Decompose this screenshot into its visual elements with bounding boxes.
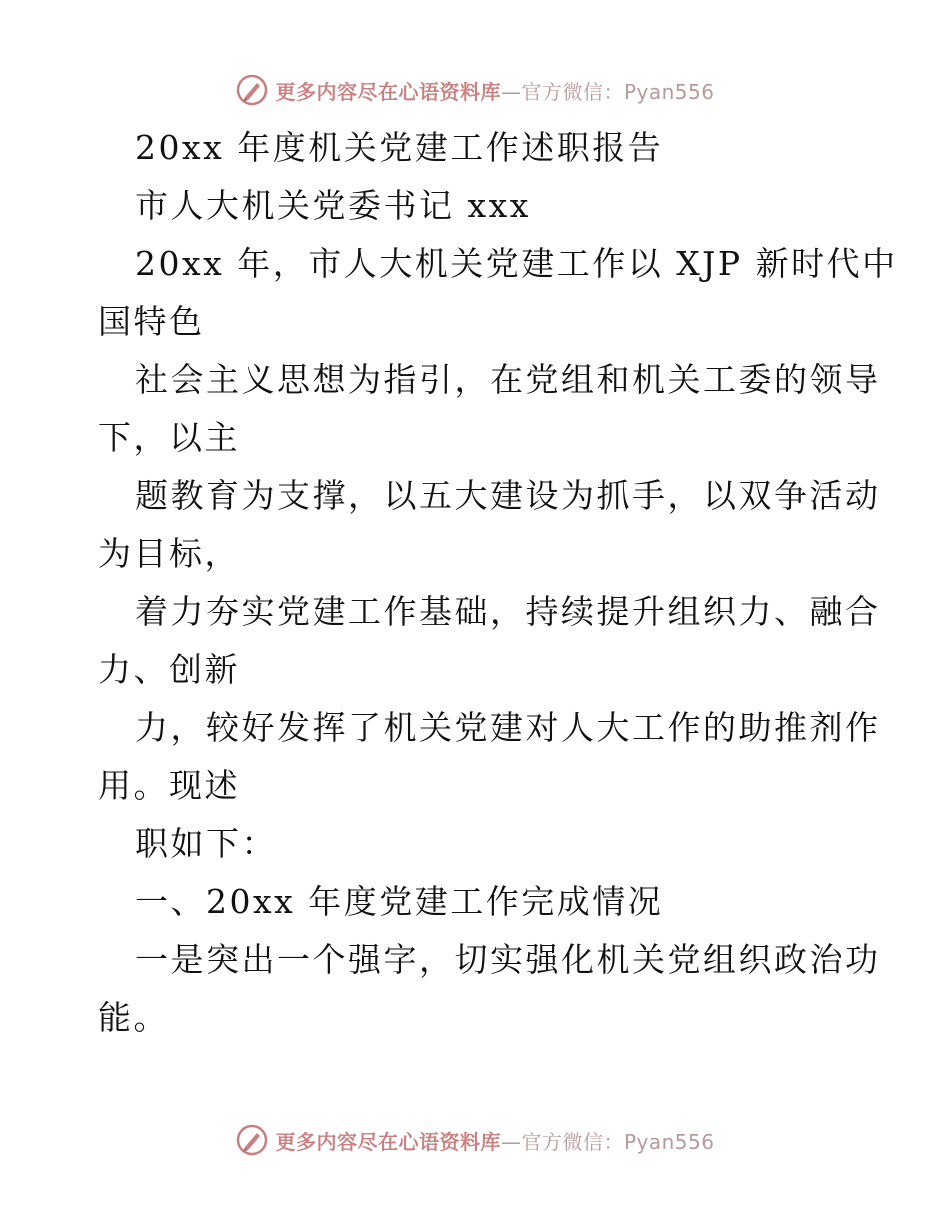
paragraph-line: 职如下： [135, 824, 277, 863]
header-watermark [0, 70, 950, 110]
paragraph-line: 一是突出一个强字，切实强化机关党组织政治功 [135, 940, 881, 979]
paragraph-line: 社会主义思想为指引，在党组和机关工委的领导 [135, 360, 881, 399]
watermark-main-text: 更多内容尽在心语资料库 [275, 79, 501, 104]
paragraph-line: 力、创新 [98, 650, 240, 689]
paragraph-line: 为目标， [98, 534, 240, 573]
paragraph-line: 下，以主 [98, 418, 240, 457]
footer-watermark [0, 1120, 950, 1160]
document-title: 20xx 年度机关党建工作述职报告 [135, 128, 664, 167]
pen-logo-icon [235, 1123, 269, 1157]
paragraph-line: 国特色 [98, 302, 205, 341]
paragraph-line: 题教育为支撑，以五大建设为抓手，以双争活动 [135, 476, 881, 515]
pen-logo-icon [235, 73, 269, 107]
paragraph-line: 能。 [98, 998, 169, 1037]
paragraph-line: 力，较好发挥了机关党建对人大工作的助推剂作 [135, 708, 881, 747]
author-line: 市人大机关党委书记 xxx [135, 186, 531, 225]
watermark-main-text: 更多内容尽在心语资料库 [275, 1129, 501, 1154]
watermark-contact-text: —官方微信：Pyan556 [500, 79, 715, 104]
paragraph-line: 着力夯实党建工作基础，持续提升组织力、融合 [135, 592, 881, 631]
section-heading: 一、20xx 年度党建工作完成情况 [135, 882, 664, 921]
paragraph-line: 用。现述 [98, 766, 240, 805]
paragraph-line: 20xx 年，市人大机关党建工作以 XJP 新时代中 [135, 244, 898, 283]
watermark-contact-text: —官方微信：Pyan556 [500, 1129, 715, 1154]
